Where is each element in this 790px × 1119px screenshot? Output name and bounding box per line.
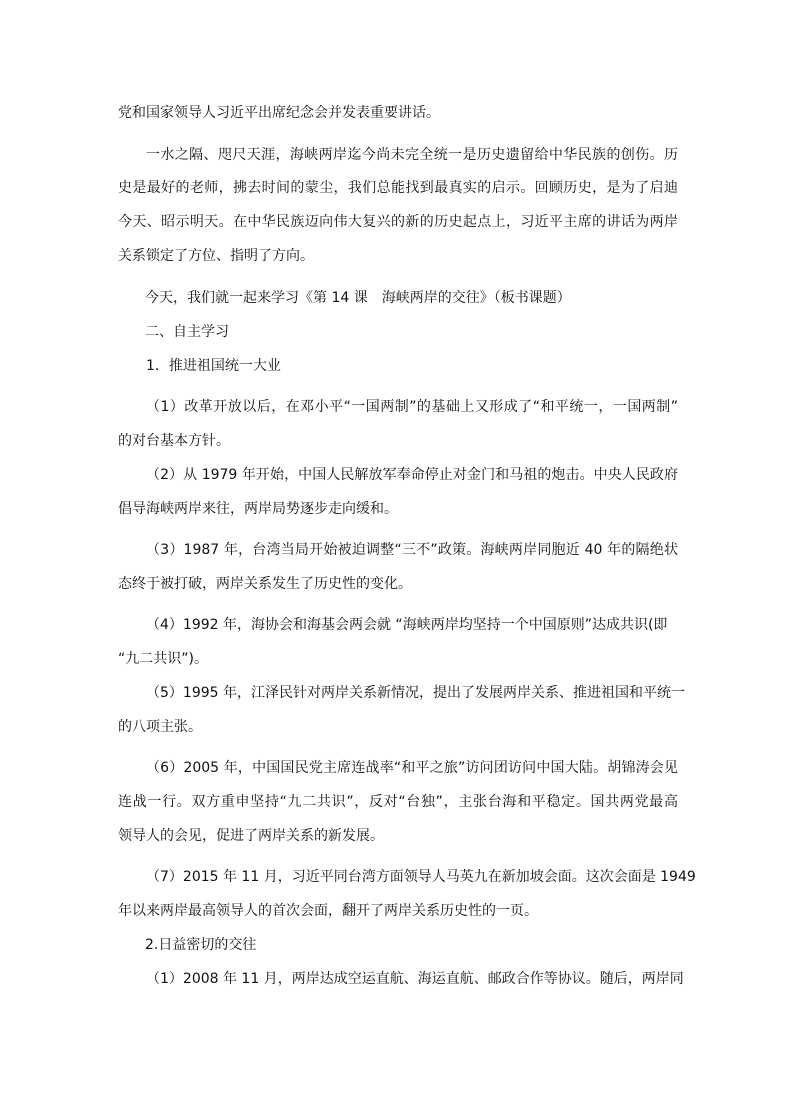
paragraph-line: 年以来两岸最高领导人的首次会面，翻开了两岸关系历史性的一页。 <box>118 903 538 919</box>
subsection-heading: 2.日益密切的交往 <box>145 937 257 953</box>
paragraph-line: 今天、昭示明天。在中华民族迈向伟大复兴的新的历史起点上，习近平主席的讲话为两岸 <box>118 214 678 230</box>
paragraph-line: （3）1987 年，台湾当局开始被迫调整“三不”政策。海峡两岸同胞近 40 年的隔绝状 <box>146 542 678 558</box>
paragraph-line: （7）2015 年 11 月，习近平同台湾方面领导人马英九在新加坡会面。这次会面是 1949 <box>146 869 696 885</box>
paragraph-line: 史是最好的老师，拂去时间的蒙尘，我们总能找到最真实的启示。回顾历史，是为了启迪 <box>118 180 678 196</box>
section-heading: 二、自主学习 <box>145 324 229 340</box>
paragraph-line: 关系锁定了方位、指明了方向。 <box>118 248 314 264</box>
subsection-heading: 1．推进祖国统一大业 <box>146 358 281 374</box>
paragraph-line: “九二共识”)。 <box>118 651 208 667</box>
paragraph-line: （2）从 1979 年开始，中国人民解放军奉命停止对金门和马祖的炮击。中央人民政府 <box>146 467 678 483</box>
paragraph-line: （5）1995 年，江泽民针对两岸关系新情况，提出了发展两岸关系、推进祖国和平统一 <box>146 685 685 701</box>
paragraph-line: 连战一行。双方重申坚持“九二共识”，反对“台独”，主张台海和平稳定。国共两党最高 <box>118 794 678 810</box>
paragraph-line: 的八项主张。 <box>118 719 202 735</box>
paragraph-line: 倡导海峡两岸来往，两岸局势逐步走向缓和。 <box>118 501 398 517</box>
paragraph-line: 态终于被打破，两岸关系发生了历史性的变化。 <box>118 576 412 592</box>
paragraph-line: （6）2005 年，中国国民党主席连战率“和平之旅”访问团访问中国大陆。胡锦涛会见 <box>146 760 678 776</box>
paragraph-line: （1）2008 年 11 月，两岸达成空运直航、海运直航、邮政合作等协议。随后，两岸同 <box>146 971 684 987</box>
paragraph-line: （4）1992 年，海协会和海基会两会就 “海峡两岸均坚持一个中国原则”达成共识(即 <box>146 617 668 633</box>
paragraph-line: 党和国家领导人习近平出席纪念会并发表重要讲话。 <box>118 105 440 121</box>
paragraph-line: （1）改革开放以后，在邓小平“一国两制”的基础上又形成了“和平统一，一国两制” <box>146 399 678 415</box>
paragraph-line: 的对台基本方针。 <box>118 433 230 449</box>
paragraph-line: 一水之隔、咫尺天涯，海峡两岸迄今尚未完全统一是历史遗留给中华民族的创伤。历 <box>146 147 678 163</box>
paragraph-line: 领导人的会见，促进了两岸关系的新发展。 <box>118 828 384 844</box>
lesson-title-line: 今天，我们就一起来学习《第 14 课 海峡两岸的交往》（板书课题） <box>145 290 571 306</box>
